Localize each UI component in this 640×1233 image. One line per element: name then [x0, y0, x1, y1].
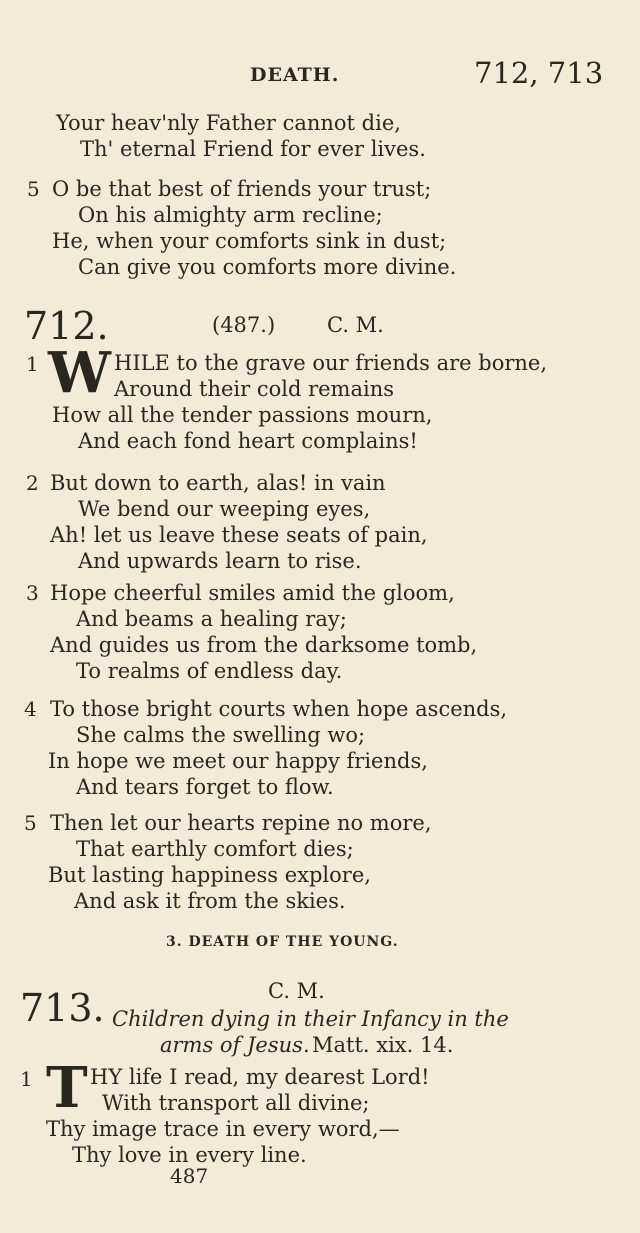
- verse-number: 2: [26, 471, 39, 495]
- verse-number: 3: [26, 581, 39, 605]
- hymn-line: O be that best of friends your trust;: [52, 177, 432, 201]
- hymn-line: And tears forget to flow.: [76, 775, 334, 799]
- hymn-line: With transport all divine;: [102, 1091, 370, 1115]
- hymn-line: Th' eternal Friend for ever lives.: [80, 137, 426, 161]
- hymn-line: On his almighty arm recline;: [78, 203, 383, 227]
- hymn-line: Your heav'nly Father cannot die,: [56, 111, 401, 135]
- hymn-line: Around their cold remains: [114, 377, 394, 401]
- hymn-line: And ask it from the skies.: [74, 889, 346, 913]
- hymn-number: 713.: [20, 986, 105, 1030]
- hymn-line: How all the tender passions mourn,: [52, 403, 433, 427]
- verse-number: 1: [26, 352, 39, 376]
- hymn-line: And beams a healing ray;: [76, 607, 347, 631]
- hymn-subtitle: Children dying in their Infancy in the: [112, 1007, 509, 1031]
- verse-number: 4: [24, 697, 37, 721]
- hymn-line: Hope cheerful smiles amid the gloom,: [50, 581, 455, 605]
- hymn-line: Thy image trace in every word,—: [46, 1117, 400, 1141]
- drop-capital: T: [46, 1055, 88, 1121]
- running-header-hymn-numbers: 712, 713: [474, 56, 604, 90]
- hymn-line: That earthly comfort dies;: [76, 837, 354, 861]
- section-heading: 3. DEATH OF THE YOUNG.: [166, 934, 399, 950]
- hymn-line: Then let our hearts repine no more,: [50, 811, 432, 835]
- hymn-line: Ah! let us leave these seats of pain,: [50, 523, 428, 547]
- hymn-line: Thy love in every line.: [72, 1143, 307, 1167]
- verse-number: 5: [24, 811, 37, 835]
- scripture-reference: Matt. xix. 14.: [312, 1033, 454, 1057]
- hymn-line: And upwards learn to rise.: [78, 549, 362, 573]
- hymn-line: In hope we meet our happy friends,: [48, 749, 428, 773]
- hymn-meter: C. M.: [327, 313, 384, 337]
- hymn-line: We bend our weeping eyes,: [78, 497, 371, 521]
- hymn-line: To those bright courts when hope ascends,: [50, 697, 508, 721]
- drop-capital: W: [48, 340, 111, 406]
- hymn-meter: C. M.: [268, 979, 325, 1003]
- hymn-line: She calms the swelling wo;: [76, 723, 366, 747]
- hymn-line: But down to earth, alas! in vain: [50, 471, 386, 495]
- hymn-line: And guides us from the darksome tomb,: [50, 633, 478, 657]
- hymn-line: HY life I read, my dearest Lord!: [90, 1065, 430, 1089]
- hymn-line: But lasting happiness explore,: [48, 863, 371, 887]
- hymn-line: He, when your comforts sink in dust;: [52, 229, 447, 253]
- hymn-number: 712.: [24, 304, 109, 348]
- page-number: 487: [170, 1164, 209, 1188]
- hymn-line: Can give you comforts more divine.: [78, 255, 457, 279]
- verse-number: 1: [20, 1067, 33, 1091]
- hymn-page-reference: (487.): [212, 313, 276, 337]
- verse-number: 5: [27, 177, 40, 201]
- running-header-title: DEATH.: [250, 64, 340, 86]
- hymn-line: And each fond heart complains!: [78, 429, 418, 453]
- hymn-line: HILE to the grave our friends are borne,: [114, 351, 548, 375]
- hymn-subtitle: arms of Jesus.: [160, 1033, 310, 1057]
- hymn-line: To realms of endless day.: [76, 659, 343, 683]
